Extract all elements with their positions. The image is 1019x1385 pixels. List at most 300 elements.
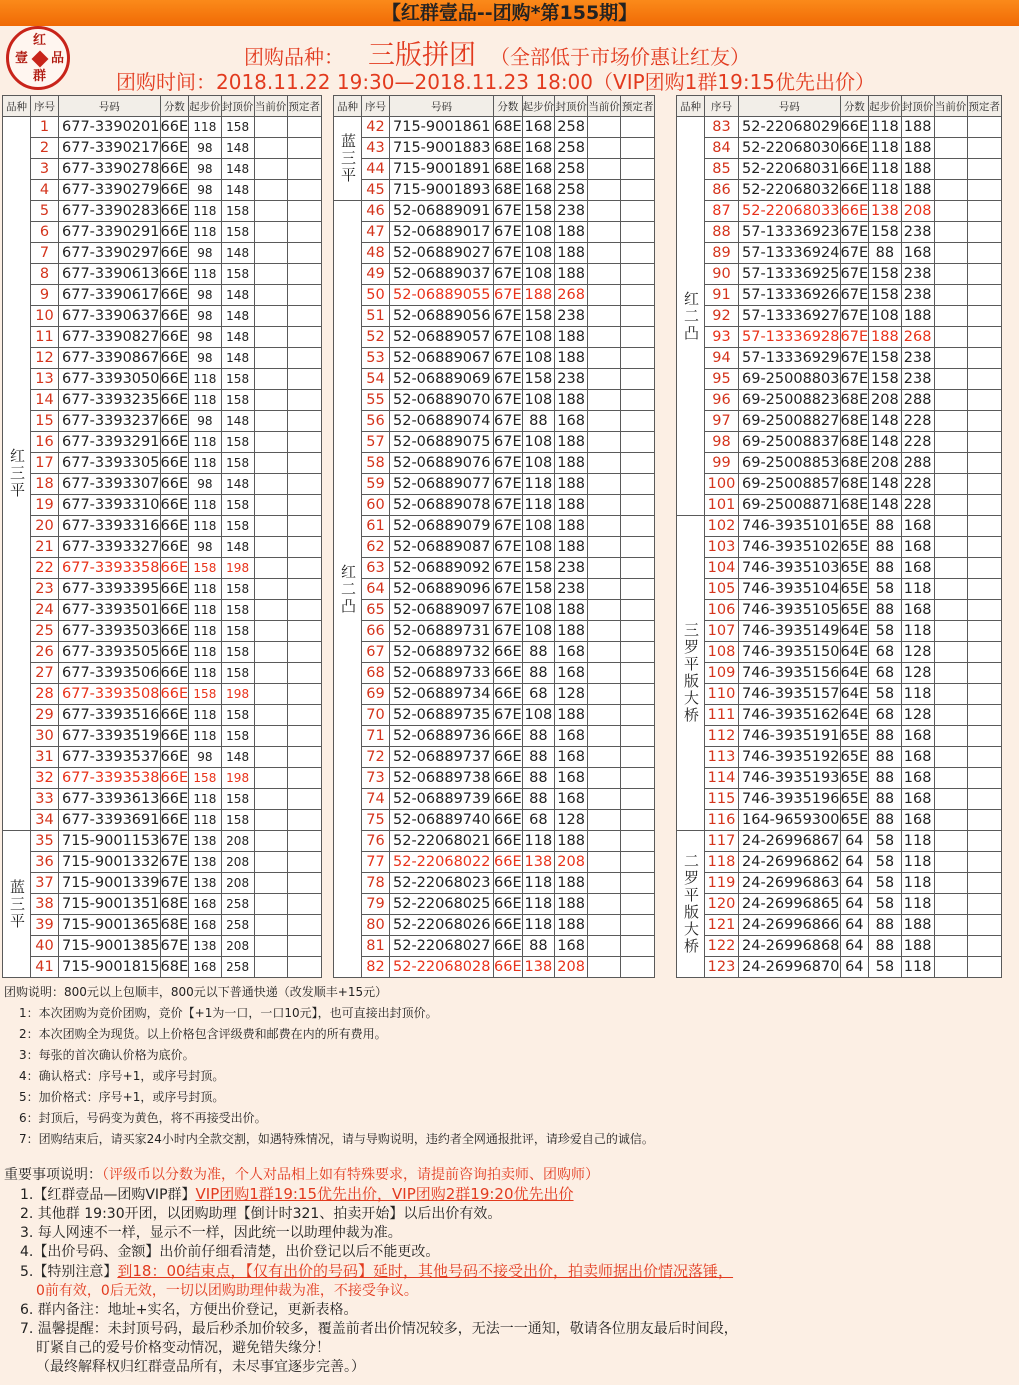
- current-price-cell[interactable]: [254, 369, 287, 390]
- current-price-cell[interactable]: [254, 306, 287, 327]
- current-price-cell[interactable]: [254, 684, 287, 705]
- table-row[interactable]: [677, 789, 1002, 810]
- table-row[interactable]: [677, 369, 1002, 390]
- current-price-cell[interactable]: [588, 285, 621, 306]
- current-price-cell[interactable]: [254, 411, 287, 432]
- table-row[interactable]: [3, 495, 322, 516]
- current-price-cell[interactable]: [588, 600, 621, 621]
- table-row[interactable]: [334, 579, 655, 600]
- table-row[interactable]: [334, 159, 655, 180]
- table-row[interactable]: [334, 810, 655, 831]
- table-row[interactable]: [334, 516, 655, 537]
- reserver-cell[interactable]: [967, 327, 1001, 348]
- table-row[interactable]: [334, 306, 655, 327]
- table-row[interactable]: [3, 957, 322, 978]
- table-row[interactable]: [677, 495, 1002, 516]
- reserver-cell[interactable]: [287, 873, 321, 894]
- current-price-cell[interactable]: [934, 558, 967, 579]
- current-price-cell[interactable]: [934, 180, 967, 201]
- current-price-cell[interactable]: [588, 915, 621, 936]
- reserver-cell[interactable]: [621, 432, 655, 453]
- reserver-cell[interactable]: [287, 810, 321, 831]
- reserver-cell[interactable]: [967, 957, 1001, 978]
- table-row[interactable]: [677, 747, 1002, 768]
- table-row[interactable]: [677, 222, 1002, 243]
- reserver-cell[interactable]: [967, 789, 1001, 810]
- table-row[interactable]: [334, 621, 655, 642]
- current-price-cell[interactable]: [934, 516, 967, 537]
- current-price-cell[interactable]: [934, 873, 967, 894]
- current-price-cell[interactable]: [588, 537, 621, 558]
- reserver-cell[interactable]: [621, 369, 655, 390]
- table-row[interactable]: [677, 726, 1002, 747]
- reserver-cell[interactable]: [967, 852, 1001, 873]
- current-price-cell[interactable]: [588, 894, 621, 915]
- current-price-cell[interactable]: [934, 138, 967, 159]
- reserver-cell[interactable]: [287, 159, 321, 180]
- current-price-cell[interactable]: [934, 936, 967, 957]
- current-price-cell[interactable]: [254, 621, 287, 642]
- current-price-cell[interactable]: [588, 159, 621, 180]
- table-row[interactable]: [334, 684, 655, 705]
- table-row[interactable]: [3, 726, 322, 747]
- reserver-cell[interactable]: [621, 453, 655, 474]
- table-row[interactable]: [334, 117, 655, 138]
- table-row[interactable]: [3, 138, 322, 159]
- reserver-cell[interactable]: [621, 222, 655, 243]
- table-row[interactable]: [334, 180, 655, 201]
- current-price-cell[interactable]: [934, 831, 967, 852]
- reserver-cell[interactable]: [621, 285, 655, 306]
- table-row[interactable]: [334, 327, 655, 348]
- table-row[interactable]: [3, 369, 322, 390]
- table-row[interactable]: [677, 663, 1002, 684]
- current-price-cell[interactable]: [588, 264, 621, 285]
- current-price-cell[interactable]: [254, 852, 287, 873]
- current-price-cell[interactable]: [588, 243, 621, 264]
- reserver-cell[interactable]: [967, 894, 1001, 915]
- current-price-cell[interactable]: [588, 705, 621, 726]
- reserver-cell[interactable]: [967, 642, 1001, 663]
- current-price-cell[interactable]: [588, 411, 621, 432]
- table-row[interactable]: [334, 558, 655, 579]
- current-price-cell[interactable]: [254, 432, 287, 453]
- table-row[interactable]: [3, 117, 322, 138]
- reserver-cell[interactable]: [967, 684, 1001, 705]
- current-price-cell[interactable]: [588, 957, 621, 978]
- current-price-cell[interactable]: [254, 831, 287, 852]
- table-row[interactable]: [677, 411, 1002, 432]
- table-row[interactable]: [677, 327, 1002, 348]
- table-row[interactable]: [677, 243, 1002, 264]
- current-price-cell[interactable]: [588, 138, 621, 159]
- reserver-cell[interactable]: [967, 915, 1001, 936]
- reserver-cell[interactable]: [621, 684, 655, 705]
- reserver-cell[interactable]: [287, 117, 321, 138]
- current-price-cell[interactable]: [588, 663, 621, 684]
- current-price-cell[interactable]: [934, 411, 967, 432]
- current-price-cell[interactable]: [254, 222, 287, 243]
- table-row[interactable]: [677, 894, 1002, 915]
- table-row[interactable]: [3, 243, 322, 264]
- reserver-cell[interactable]: [287, 369, 321, 390]
- table-row[interactable]: [677, 621, 1002, 642]
- reserver-cell[interactable]: [287, 957, 321, 978]
- table-row[interactable]: [677, 810, 1002, 831]
- reserver-cell[interactable]: [967, 516, 1001, 537]
- current-price-cell[interactable]: [588, 621, 621, 642]
- reserver-cell[interactable]: [967, 537, 1001, 558]
- reserver-cell[interactable]: [621, 768, 655, 789]
- table-row[interactable]: [677, 159, 1002, 180]
- current-price-cell[interactable]: [934, 348, 967, 369]
- reserver-cell[interactable]: [967, 726, 1001, 747]
- current-price-cell[interactable]: [588, 684, 621, 705]
- reserver-cell[interactable]: [967, 411, 1001, 432]
- current-price-cell[interactable]: [934, 789, 967, 810]
- table-row[interactable]: [677, 201, 1002, 222]
- current-price-cell[interactable]: [254, 894, 287, 915]
- reserver-cell[interactable]: [621, 852, 655, 873]
- table-row[interactable]: [3, 579, 322, 600]
- current-price-cell[interactable]: [588, 117, 621, 138]
- reserver-cell[interactable]: [287, 747, 321, 768]
- reserver-cell[interactable]: [967, 159, 1001, 180]
- table-row[interactable]: [3, 600, 322, 621]
- reserver-cell[interactable]: [287, 705, 321, 726]
- reserver-cell[interactable]: [621, 306, 655, 327]
- reserver-cell[interactable]: [287, 348, 321, 369]
- reserver-cell[interactable]: [621, 138, 655, 159]
- current-price-cell[interactable]: [254, 180, 287, 201]
- current-price-cell[interactable]: [934, 915, 967, 936]
- table-row[interactable]: [677, 264, 1002, 285]
- current-price-cell[interactable]: [934, 621, 967, 642]
- reserver-cell[interactable]: [287, 495, 321, 516]
- current-price-cell[interactable]: [934, 390, 967, 411]
- current-price-cell[interactable]: [254, 957, 287, 978]
- table-row[interactable]: [677, 348, 1002, 369]
- reserver-cell[interactable]: [967, 705, 1001, 726]
- current-price-cell[interactable]: [254, 495, 287, 516]
- table-row[interactable]: [334, 957, 655, 978]
- reserver-cell[interactable]: [287, 432, 321, 453]
- reserver-cell[interactable]: [287, 390, 321, 411]
- current-price-cell[interactable]: [254, 579, 287, 600]
- current-price-cell[interactable]: [588, 390, 621, 411]
- reserver-cell[interactable]: [967, 264, 1001, 285]
- table-row[interactable]: [334, 705, 655, 726]
- table-row[interactable]: [3, 894, 322, 915]
- current-price-cell[interactable]: [934, 117, 967, 138]
- reserver-cell[interactable]: [967, 348, 1001, 369]
- current-price-cell[interactable]: [254, 390, 287, 411]
- current-price-cell[interactable]: [588, 222, 621, 243]
- reserver-cell[interactable]: [967, 117, 1001, 138]
- table-row[interactable]: [677, 768, 1002, 789]
- table-row[interactable]: [677, 915, 1002, 936]
- current-price-cell[interactable]: [934, 159, 967, 180]
- table-row[interactable]: [334, 369, 655, 390]
- reserver-cell[interactable]: [621, 621, 655, 642]
- reserver-cell[interactable]: [287, 327, 321, 348]
- table-row[interactable]: [334, 495, 655, 516]
- current-price-cell[interactable]: [588, 852, 621, 873]
- table-row[interactable]: [3, 621, 322, 642]
- current-price-cell[interactable]: [934, 327, 967, 348]
- table-row[interactable]: [677, 852, 1002, 873]
- table-row[interactable]: [677, 453, 1002, 474]
- reserver-cell[interactable]: [967, 201, 1001, 222]
- table-row[interactable]: [3, 411, 322, 432]
- reserver-cell[interactable]: [287, 201, 321, 222]
- table-row[interactable]: [677, 306, 1002, 327]
- reserver-cell[interactable]: [967, 138, 1001, 159]
- reserver-cell[interactable]: [621, 642, 655, 663]
- reserver-cell[interactable]: [967, 369, 1001, 390]
- current-price-cell[interactable]: [934, 957, 967, 978]
- current-price-cell[interactable]: [588, 642, 621, 663]
- reserver-cell[interactable]: [287, 621, 321, 642]
- table-row[interactable]: [677, 117, 1002, 138]
- reserver-cell[interactable]: [621, 579, 655, 600]
- table-row[interactable]: [334, 768, 655, 789]
- reserver-cell[interactable]: [967, 180, 1001, 201]
- table-row[interactable]: [334, 411, 655, 432]
- table-row[interactable]: [334, 201, 655, 222]
- reserver-cell[interactable]: [287, 537, 321, 558]
- current-price-cell[interactable]: [254, 642, 287, 663]
- table-row[interactable]: [3, 642, 322, 663]
- reserver-cell[interactable]: [621, 327, 655, 348]
- table-row[interactable]: [3, 516, 322, 537]
- table-row[interactable]: [677, 831, 1002, 852]
- reserver-cell[interactable]: [287, 453, 321, 474]
- table-row[interactable]: [334, 936, 655, 957]
- table-row[interactable]: [3, 327, 322, 348]
- current-price-cell[interactable]: [254, 705, 287, 726]
- current-price-cell[interactable]: [588, 306, 621, 327]
- reserver-cell[interactable]: [621, 663, 655, 684]
- table-row[interactable]: [334, 348, 655, 369]
- current-price-cell[interactable]: [934, 453, 967, 474]
- current-price-cell[interactable]: [588, 327, 621, 348]
- table-row[interactable]: [334, 264, 655, 285]
- current-price-cell[interactable]: [588, 516, 621, 537]
- current-price-cell[interactable]: [934, 201, 967, 222]
- reserver-cell[interactable]: [967, 600, 1001, 621]
- reserver-cell[interactable]: [967, 831, 1001, 852]
- current-price-cell[interactable]: [934, 642, 967, 663]
- current-price-cell[interactable]: [934, 222, 967, 243]
- table-row[interactable]: [3, 159, 322, 180]
- table-row[interactable]: [3, 810, 322, 831]
- current-price-cell[interactable]: [254, 243, 287, 264]
- current-price-cell[interactable]: [588, 810, 621, 831]
- table-row[interactable]: [3, 537, 322, 558]
- reserver-cell[interactable]: [621, 495, 655, 516]
- reserver-cell[interactable]: [621, 558, 655, 579]
- reserver-cell[interactable]: [287, 852, 321, 873]
- current-price-cell[interactable]: [934, 894, 967, 915]
- table-row[interactable]: [334, 600, 655, 621]
- current-price-cell[interactable]: [588, 936, 621, 957]
- reserver-cell[interactable]: [621, 117, 655, 138]
- reserver-cell[interactable]: [621, 915, 655, 936]
- reserver-cell[interactable]: [967, 579, 1001, 600]
- table-row[interactable]: [3, 705, 322, 726]
- table-row[interactable]: [3, 747, 322, 768]
- table-row[interactable]: [677, 516, 1002, 537]
- current-price-cell[interactable]: [254, 558, 287, 579]
- reserver-cell[interactable]: [287, 600, 321, 621]
- table-row[interactable]: [677, 138, 1002, 159]
- table-row[interactable]: [677, 180, 1002, 201]
- reserver-cell[interactable]: [287, 726, 321, 747]
- table-row[interactable]: [334, 726, 655, 747]
- current-price-cell[interactable]: [588, 180, 621, 201]
- table-row[interactable]: [677, 390, 1002, 411]
- current-price-cell[interactable]: [254, 873, 287, 894]
- reserver-cell[interactable]: [967, 285, 1001, 306]
- current-price-cell[interactable]: [934, 285, 967, 306]
- current-price-cell[interactable]: [934, 306, 967, 327]
- table-row[interactable]: [3, 474, 322, 495]
- current-price-cell[interactable]: [588, 495, 621, 516]
- reserver-cell[interactable]: [621, 747, 655, 768]
- reserver-cell[interactable]: [621, 201, 655, 222]
- current-price-cell[interactable]: [588, 873, 621, 894]
- reserver-cell[interactable]: [287, 768, 321, 789]
- reserver-cell[interactable]: [287, 579, 321, 600]
- reserver-cell[interactable]: [621, 264, 655, 285]
- reserver-cell[interactable]: [287, 264, 321, 285]
- table-row[interactable]: [334, 390, 655, 411]
- reserver-cell[interactable]: [287, 789, 321, 810]
- current-price-cell[interactable]: [254, 159, 287, 180]
- table-row[interactable]: [3, 264, 322, 285]
- table-row[interactable]: [334, 432, 655, 453]
- table-row[interactable]: [3, 684, 322, 705]
- table-row[interactable]: [3, 348, 322, 369]
- current-price-cell[interactable]: [254, 600, 287, 621]
- table-row[interactable]: [334, 663, 655, 684]
- table-row[interactable]: [3, 873, 322, 894]
- current-price-cell[interactable]: [934, 369, 967, 390]
- reserver-cell[interactable]: [967, 558, 1001, 579]
- reserver-cell[interactable]: [287, 642, 321, 663]
- current-price-cell[interactable]: [588, 369, 621, 390]
- reserver-cell[interactable]: [967, 453, 1001, 474]
- reserver-cell[interactable]: [287, 684, 321, 705]
- table-row[interactable]: [677, 474, 1002, 495]
- table-row[interactable]: [334, 285, 655, 306]
- table-row[interactable]: [677, 537, 1002, 558]
- current-price-cell[interactable]: [934, 684, 967, 705]
- reserver-cell[interactable]: [967, 768, 1001, 789]
- reserver-cell[interactable]: [621, 810, 655, 831]
- current-price-cell[interactable]: [588, 726, 621, 747]
- table-row[interactable]: [334, 789, 655, 810]
- reserver-cell[interactable]: [287, 558, 321, 579]
- reserver-cell[interactable]: [967, 747, 1001, 768]
- reserver-cell[interactable]: [621, 159, 655, 180]
- current-price-cell[interactable]: [934, 579, 967, 600]
- current-price-cell[interactable]: [934, 705, 967, 726]
- reserver-cell[interactable]: [287, 411, 321, 432]
- table-row[interactable]: [334, 894, 655, 915]
- table-row[interactable]: [3, 180, 322, 201]
- reserver-cell[interactable]: [287, 516, 321, 537]
- current-price-cell[interactable]: [588, 558, 621, 579]
- current-price-cell[interactable]: [254, 768, 287, 789]
- current-price-cell[interactable]: [254, 516, 287, 537]
- current-price-cell[interactable]: [934, 537, 967, 558]
- table-row[interactable]: [3, 285, 322, 306]
- current-price-cell[interactable]: [254, 663, 287, 684]
- current-price-cell[interactable]: [588, 768, 621, 789]
- reserver-cell[interactable]: [967, 222, 1001, 243]
- current-price-cell[interactable]: [588, 747, 621, 768]
- current-price-cell[interactable]: [254, 327, 287, 348]
- table-row[interactable]: [334, 747, 655, 768]
- current-price-cell[interactable]: [934, 600, 967, 621]
- table-row[interactable]: [677, 936, 1002, 957]
- current-price-cell[interactable]: [934, 768, 967, 789]
- current-price-cell[interactable]: [934, 432, 967, 453]
- table-row[interactable]: [334, 873, 655, 894]
- reserver-cell[interactable]: [967, 306, 1001, 327]
- current-price-cell[interactable]: [254, 747, 287, 768]
- table-row[interactable]: [3, 201, 322, 222]
- table-row[interactable]: [677, 285, 1002, 306]
- current-price-cell[interactable]: [934, 810, 967, 831]
- table-row[interactable]: [677, 705, 1002, 726]
- current-price-cell[interactable]: [254, 453, 287, 474]
- table-row[interactable]: [677, 432, 1002, 453]
- current-price-cell[interactable]: [588, 831, 621, 852]
- reserver-cell[interactable]: [967, 495, 1001, 516]
- current-price-cell[interactable]: [588, 789, 621, 810]
- reserver-cell[interactable]: [287, 285, 321, 306]
- reserver-cell[interactable]: [287, 243, 321, 264]
- reserver-cell[interactable]: [287, 831, 321, 852]
- table-row[interactable]: [3, 936, 322, 957]
- current-price-cell[interactable]: [254, 264, 287, 285]
- reserver-cell[interactable]: [967, 810, 1001, 831]
- current-price-cell[interactable]: [934, 852, 967, 873]
- reserver-cell[interactable]: [287, 306, 321, 327]
- table-row[interactable]: [334, 453, 655, 474]
- current-price-cell[interactable]: [588, 201, 621, 222]
- current-price-cell[interactable]: [588, 579, 621, 600]
- current-price-cell[interactable]: [934, 474, 967, 495]
- reserver-cell[interactable]: [621, 243, 655, 264]
- table-row[interactable]: [334, 138, 655, 159]
- table-row[interactable]: [677, 957, 1002, 978]
- reserver-cell[interactable]: [621, 957, 655, 978]
- current-price-cell[interactable]: [588, 453, 621, 474]
- reserver-cell[interactable]: [287, 663, 321, 684]
- reserver-cell[interactable]: [621, 411, 655, 432]
- reserver-cell[interactable]: [621, 726, 655, 747]
- current-price-cell[interactable]: [254, 726, 287, 747]
- current-price-cell[interactable]: [254, 474, 287, 495]
- table-row[interactable]: [3, 663, 322, 684]
- table-row[interactable]: [677, 600, 1002, 621]
- current-price-cell[interactable]: [254, 810, 287, 831]
- current-price-cell[interactable]: [934, 726, 967, 747]
